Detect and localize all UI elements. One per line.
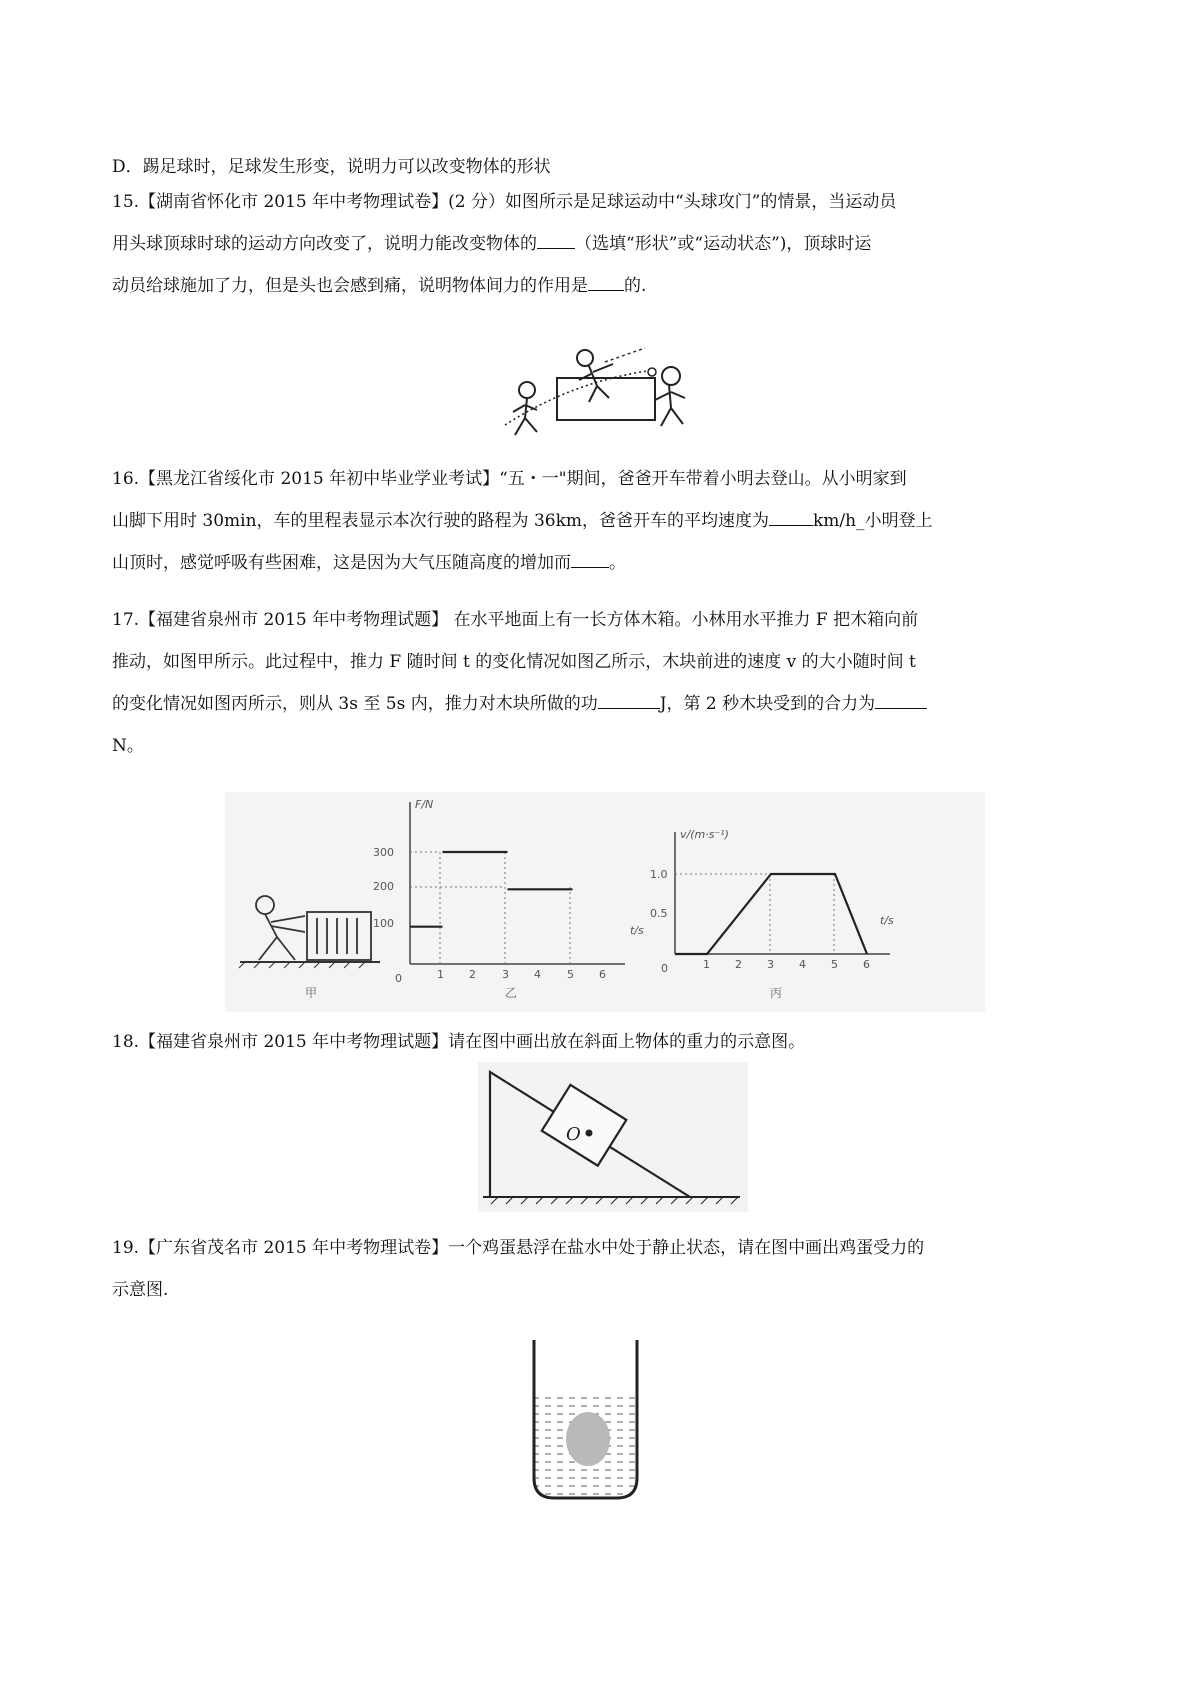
v-t-tick-1: 1 <box>703 958 710 971</box>
incline-illustration <box>478 1062 748 1212</box>
option-d-text: D．踢足球时，足球发生形变，说明力可以改变物体的形状 <box>112 157 551 177</box>
q17-blank-1[interactable] <box>598 690 660 709</box>
v-tick-1-0: 1.0 <box>650 868 668 881</box>
question-17 <box>112 599 1102 767</box>
v-t-tick-4: 4 <box>799 958 806 971</box>
v-t-tick-2: 2 <box>735 958 742 971</box>
v-tick-0-5: 0.5 <box>650 907 668 920</box>
question-19 <box>112 1227 1102 1311</box>
f-t-tick-4: 4 <box>534 968 541 981</box>
label-yi: 乙 <box>505 986 518 1000</box>
header-ball-figure <box>485 340 715 445</box>
f-t-tick-5: 5 <box>567 968 574 981</box>
question-16 <box>112 458 1102 584</box>
question-18: 18.【福建省泉州市 2015 年中考物理试题】请在图中画出放在斜面上物体的重力的示意图。 <box>112 1032 806 1052</box>
v-axis-label: v/(m·s⁻¹) <box>680 828 729 841</box>
header-ball-illustration <box>485 340 715 445</box>
q15-line-1: 15.【湖南省怀化市 2015 年中考物理试卷】(2 分）如图所示是足球运动中“头球攻门”的情景，当运动员 <box>112 192 897 212</box>
q19-line-1: 19.【广东省茂名市 2015 年中考物理试卷】一个鸡蛋悬浮在盐水中处于静止状态，请在图中画出鸡蛋受力的 <box>112 1238 925 1258</box>
ball-icon <box>648 368 656 376</box>
f-t-tick-2: 2 <box>469 968 476 981</box>
egg-beaker-figure <box>508 1330 663 1515</box>
q17-line-3: 的变化情况如图丙所示，则从 3s 至 5s 内，推力对木块所做的功 J，第 2 秒木块受到的合力为 <box>112 683 1102 725</box>
f-t-tick-6: 6 <box>599 968 606 981</box>
v-chart-t-axis-label: t/s <box>880 914 894 927</box>
q17-line-1: 17.【福建省泉州市 2015 年中考物理试题】 在水平地面上有一长方体木箱。小林用水平推力 F 把木箱向前 <box>112 610 919 630</box>
q19-line-2: 示意图. <box>112 1280 169 1300</box>
point-o-label: O <box>566 1124 581 1145</box>
question-15 <box>112 181 1102 307</box>
label-jia: 甲 <box>305 986 318 1000</box>
q16-line-1: 16.【黑龙江省绥化市 2015 年初中毕业学业考试】“五・一"期间，爸爸开车带着小明去登山。从小明家到 <box>112 469 907 489</box>
label-bing: 丙 <box>770 986 783 1000</box>
v-t-tick-3: 3 <box>767 958 774 971</box>
egg-shape <box>566 1412 610 1466</box>
q17-line-2: 推动，如图甲所示。此过程中，推力 F 随时间 t 的变化情况如图乙所示，木块前进的速度 v 的大小随时间 t <box>112 652 916 672</box>
q15-line-3: 动员给球施加了力，但是头也会感到痛，说明物体间力的作用是 的. <box>112 265 1102 307</box>
egg-beaker-illustration <box>508 1330 663 1515</box>
q15-blank-2[interactable] <box>588 272 624 291</box>
f-t-tick-3: 3 <box>502 968 509 981</box>
q16-blank-2[interactable] <box>571 549 609 568</box>
q15-line-2: 用头球顶球时球的运动方向改变了，说明力能改变物体的 （选填“形状”或“运动状态”)，顶球时运 <box>112 223 1102 265</box>
q16-line-2: 山脚下用时 30min，车的里程表显示本次行驶的路程为 36km，爸爸开车的平均速度为 km/h_小明登上 <box>112 500 1102 542</box>
q17-blank-2[interactable] <box>875 690 927 709</box>
q16-blank-1[interactable] <box>769 507 813 526</box>
f-chart-t-axis-label: t/s <box>630 924 644 937</box>
f-t-tick-0: 0 <box>395 972 402 985</box>
v-t-tick-6: 6 <box>863 958 870 971</box>
f-tick-300: 300 <box>373 846 394 859</box>
f-axis-label: F/N <box>415 798 434 811</box>
q17-line-4: N。 <box>112 736 144 756</box>
f-tick-100: 100 <box>373 917 394 930</box>
incline-figure <box>478 1062 748 1212</box>
v-t-tick-5: 5 <box>831 958 838 971</box>
center-point-dot <box>586 1130 593 1137</box>
q17-figure <box>225 792 985 1012</box>
f-t-tick-1: 1 <box>437 968 444 981</box>
v-t-tick-0: 0 <box>661 962 668 975</box>
f-tick-200: 200 <box>373 880 394 893</box>
q16-line-3: 山顶时，感觉呼吸有些困难，这是因为大气压随高度的增加而 。 <box>112 542 1102 584</box>
q15-blank-1[interactable] <box>537 230 575 249</box>
q17-figure-svg <box>225 792 985 1012</box>
